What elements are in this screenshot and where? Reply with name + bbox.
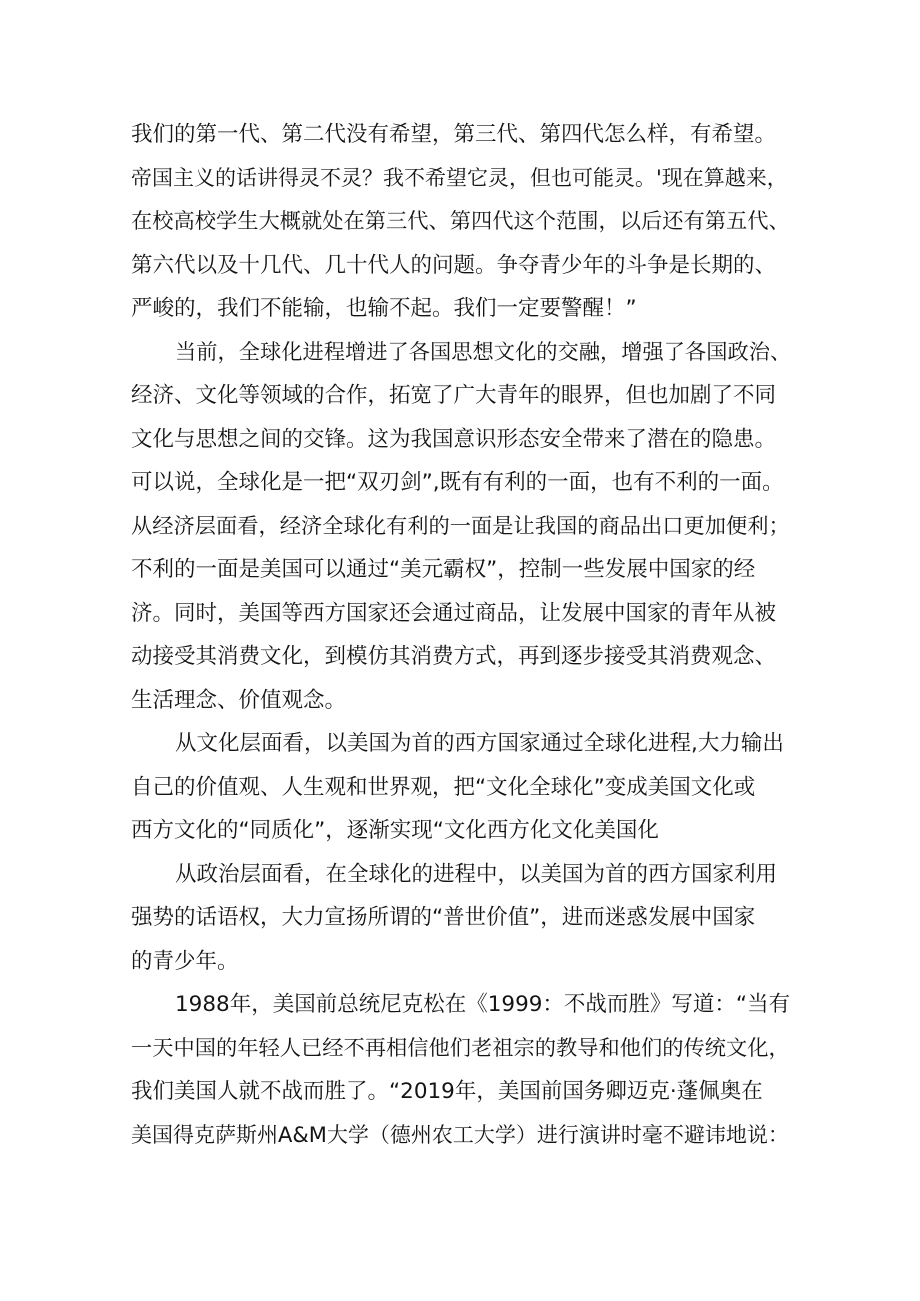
paragraph xyxy=(131,983,791,1157)
text-line: 1988年，美国前总统尼克松在《1999：不战而胜》写道：“当有 xyxy=(175,992,791,1017)
text-line: 生活理念、价值观念。 xyxy=(131,687,347,713)
paragraph xyxy=(131,722,791,853)
text-line: 不利的一面是美国可以通过“美元霸权”，控制一些发展中国家的经 xyxy=(131,557,756,582)
text-line: 美国得克萨斯州A&M大学（德州农工大学）进行演讲时毫不避讳地说： xyxy=(131,1122,789,1147)
text-line: 帝国主义的话讲得灵不灵？我不希望它灵，但也可能灵。'现在算越来， xyxy=(131,165,788,190)
text-line: 在校高校学生大概就处在第三代、第四代这个范围，以后还有第五代、 xyxy=(131,209,790,234)
paragraph xyxy=(131,113,791,331)
text-line: 济。同时，美国等西方国家还会通过商品，让发展中国家的青年从被 xyxy=(131,600,777,626)
text-line: 我们的第一代、第二代没有希望，第三代、第四代怎么样，有希望。 xyxy=(131,122,777,147)
text-line: 一天中国的年轻人已经不再相信他们老祖宗的教导和他们的传统文化， xyxy=(131,1035,790,1061)
text-line: 西方文化的“同质化”，逐渐实现“文化西方化文化美国化 xyxy=(131,818,659,843)
text-line: 强势的话语权，大力宣扬所谓的“普世价值”，进而迷惑发展中国家 xyxy=(131,905,756,930)
text-line: 文化与思想之间的交锋。这为我国意识形态安全带来了潜在的隐患。 xyxy=(131,426,777,452)
text-line: 第六代以及十几代、几十代人的问题。争夺青少年的斗争是长期的、 xyxy=(131,252,777,278)
text-line: 从文化层面看，以美国为首的西方国家通过全球化进程,大力输出 xyxy=(175,731,784,756)
document-body xyxy=(131,113,791,1157)
text-line: 可以说，全球化是一把“双刃剑”,既有有利的一面，也有不利的一面。 xyxy=(131,470,784,495)
text-line: 的青少年。 xyxy=(131,948,239,974)
text-line: 严峻的，我们不能输，也输不起。我们一定要警醒！” xyxy=(131,296,637,321)
text-line: 自己的价值观、人生观和世界观，把“文化全球化”变成美国文化或 xyxy=(131,774,756,800)
text-line: 当前，全球化进程增进了各国思想文化的交融，增强了各国政治、 xyxy=(175,339,792,365)
text-line: 动接受其消费文化，到模仿其消费方式，再到逐步接受其消费观念、 xyxy=(131,644,777,669)
text-line: 我们美国人就不战而胜了。“2019年，美国前国务卿迈克·蓬佩奥在 xyxy=(131,1079,763,1104)
paragraph xyxy=(131,331,791,723)
text-line: 经济、文化等领域的合作，拓宽了广大青年的眼界，但也加剧了不同 xyxy=(131,383,777,408)
text-line: 从经济层面看，经济全球化有利的一面是让我国的商品出口更加便利； xyxy=(131,513,790,539)
paragraph xyxy=(131,853,791,984)
text-line: 从政治层面看，在全球化的进程中，以美国为首的西方国家利用 xyxy=(175,861,778,887)
